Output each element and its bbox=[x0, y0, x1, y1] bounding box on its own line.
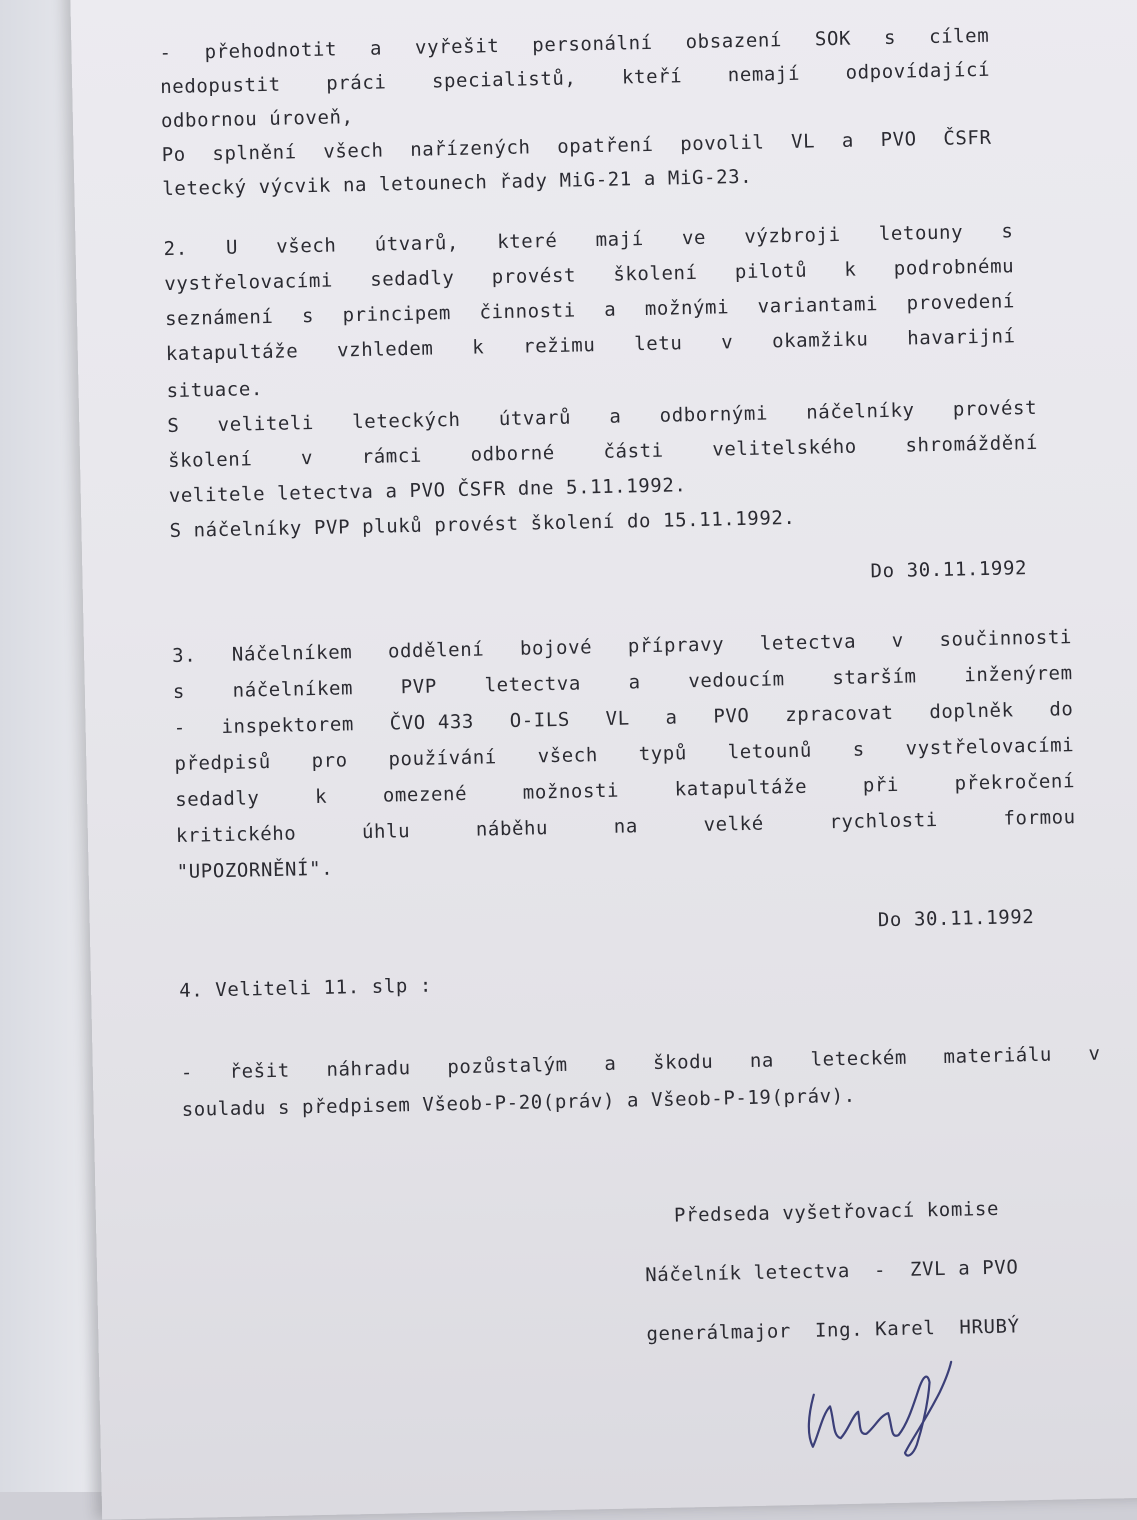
handwritten-signature bbox=[799, 1351, 991, 1465]
deadline-1: Do 30.11.1992 bbox=[870, 557, 1028, 583]
text-line-5: letecký výcvik na letounech řady MiG-21 a MiG-23. bbox=[162, 165, 753, 201]
text-line-17: s náčelníkem PVP letectva a vedoucím starším inženýrem bbox=[172, 662, 1073, 703]
text-line-19: předpisů pro používání všech typů letounů s vystřelovacími bbox=[174, 734, 1075, 775]
text-line-14: S náčelníky PVP pluků provést školení do 15.11.1992. bbox=[169, 506, 796, 543]
text-line-10: situace. bbox=[166, 378, 264, 403]
text-line-8: seznámení s principem činnosti a možnými variantami provedení bbox=[164, 290, 1016, 331]
text-line-26: souladu s předpisem Všeob-P-20(práv) a Všeob-P-19(práv). bbox=[181, 1084, 856, 1121]
deadline-2: Do 30.11.1992 bbox=[877, 906, 1035, 932]
text-line-7: vystřelovacími sedadly provést školení pilotů k podrobnému bbox=[164, 255, 1015, 296]
text-line-3: odbornou úroveň, bbox=[160, 106, 354, 133]
signature-name: generálmajor Ing. Karel HRUBÝ bbox=[646, 1315, 1020, 1346]
text-line-21: kritického úhlu náběhu na velké rychlosti formou bbox=[175, 806, 1076, 847]
text-line-25: - řešit náhradu pozůstalým a škodu na leteckém materiálu v bbox=[180, 1042, 1101, 1084]
text-line-16: 3. Náčelníkem oddělení bojové přípravy letectva v součinnosti bbox=[171, 626, 1073, 668]
text-line-6: 2. U všech útvarů, které mají ve výzbroji letouny s bbox=[163, 220, 1014, 261]
text-line-2: nedopustit práci specialistů, kteří nemají odpovídající bbox=[160, 58, 991, 99]
signature-title-2: Náčelník letectva - ZVL a PVO bbox=[645, 1256, 1019, 1287]
text-line-11: S veliteli leteckých útvarů a odbornými náčelníky provést bbox=[167, 396, 1038, 438]
document-page bbox=[70, 0, 1137, 1520]
text-line-20: sedadly k omezené možnosti katapultáže při překročení bbox=[174, 770, 1076, 811]
text-line-22: "UPOZORNĚNÍ". bbox=[176, 857, 334, 883]
text-line-1: - přehodnotit a vyřešit personální obsazení SOK s cílem bbox=[159, 24, 990, 65]
text-line-4: Po splnění všech nařízených opatření povolil VL a PVO ČSFR bbox=[161, 126, 992, 167]
text-line-13: velitele letectva a PVO ČSFR dne 5.11.1992. bbox=[168, 474, 687, 508]
text-line-24: 4. Veliteli 11. slp : bbox=[178, 974, 433, 1002]
signature-title-1: Předseda vyšetřovací komise bbox=[673, 1197, 1000, 1227]
text-line-18: - inspektorem ČVO 433 O-ILS VL a PVO zpracovat doplněk do bbox=[173, 698, 1074, 739]
text-line-9: katapultáže vzhledem k režimu letu v okamžiku havarijní bbox=[165, 325, 1016, 366]
text-line-12: školení v rámci odborné části velitelského shromáždění bbox=[167, 431, 1039, 473]
